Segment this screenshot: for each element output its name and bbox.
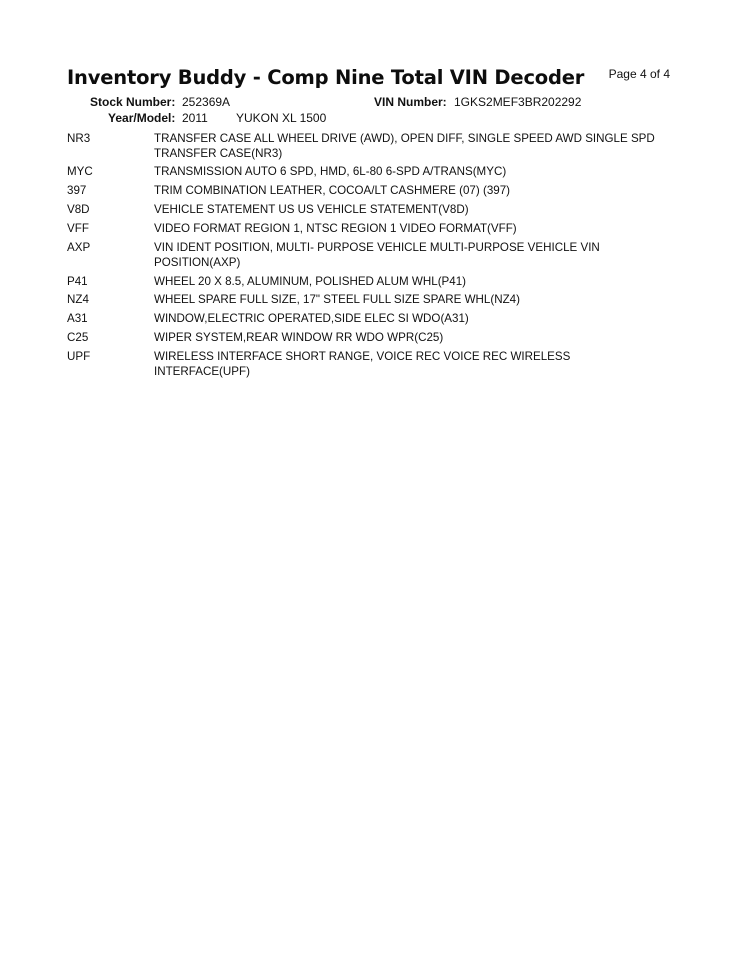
option-code-list bbox=[67, 132, 667, 384]
option-row bbox=[67, 165, 667, 180]
option-row bbox=[67, 275, 667, 290]
model-value: YUKON XL 1500 bbox=[236, 111, 327, 125]
option-row bbox=[67, 222, 667, 237]
option-row bbox=[67, 350, 667, 379]
option-row bbox=[67, 293, 667, 308]
option-description: VIDEO FORMAT REGION 1, NTSC REGION 1 VIDEO FORMAT(VFF) bbox=[154, 222, 517, 236]
option-row bbox=[67, 312, 667, 327]
option-code: NR3 bbox=[67, 132, 91, 145]
option-code: VFF bbox=[67, 222, 89, 236]
option-code: 397 bbox=[67, 184, 87, 198]
document-title: Inventory Buddy - Comp Nine Total VIN Decoder bbox=[67, 66, 585, 89]
option-code: AXP bbox=[67, 241, 91, 255]
option-row bbox=[67, 241, 667, 270]
option-code: UPF bbox=[67, 350, 91, 364]
option-description: VEHICLE STATEMENT US US VEHICLE STATEMENT(V8D) bbox=[154, 203, 469, 217]
vin-number-value: 1GKS2MEF3BR202292 bbox=[454, 95, 582, 109]
option-description: WHEEL 20 X 8.5, ALUMINUM, POLISHED ALUM WHL(P41) bbox=[154, 274, 467, 288]
option-description: WIRELESS INTERFACE SHORT RANGE, VOICE REC VOICE REC WIRELESS INTERFACE(UPF) bbox=[154, 350, 571, 378]
stock-number-value: 252369A bbox=[182, 95, 231, 109]
option-row bbox=[67, 184, 667, 199]
option-description: WHEEL SPARE FULL SIZE, 17" STEEL FULL SIZE SPARE WHL(NZ4) bbox=[154, 293, 520, 307]
option-code: P41 bbox=[67, 274, 88, 288]
vin-number-label: VIN Number: bbox=[374, 95, 447, 109]
year-value: 2011 bbox=[182, 111, 208, 125]
option-description: WIPER SYSTEM,REAR WINDOW RR WDO WPR(C25) bbox=[154, 331, 444, 345]
option-description: WINDOW,ELECTRIC OPERATED,SIDE ELEC SI WDO(A31) bbox=[154, 312, 469, 326]
option-row bbox=[67, 132, 667, 161]
option-code: V8D bbox=[67, 203, 90, 217]
option-description: TRANSMISSION AUTO 6 SPD, HMD, 6L-80 6-SPD A/TRANS(MYC) bbox=[154, 165, 507, 179]
stock-number-label: Stock Number: bbox=[90, 95, 176, 109]
option-description: VIN IDENT POSITION, MULTI- PURPOSE VEHICLE MULTI-PURPOSE VEHICLE VIN POSITION(AXP) bbox=[154, 241, 600, 269]
option-code: MYC bbox=[67, 165, 93, 179]
option-description: TRIM COMBINATION LEATHER, COCOA/LT CASHMERE (07) (397) bbox=[154, 184, 511, 198]
page-indicator: Page 4 of 4 bbox=[608, 67, 670, 81]
option-code: NZ4 bbox=[67, 293, 89, 307]
year-model-label: Year/Model: bbox=[108, 111, 176, 125]
option-code: C25 bbox=[67, 331, 89, 345]
option-code: A31 bbox=[67, 312, 88, 326]
option-row bbox=[67, 203, 667, 218]
option-row bbox=[67, 331, 667, 346]
option-description: TRANSFER CASE ALL WHEEL DRIVE (AWD), OPEN DIFF, SINGLE SPEED AWD SINGLE SPD TRANSFER CASE(NR3) bbox=[154, 132, 655, 160]
